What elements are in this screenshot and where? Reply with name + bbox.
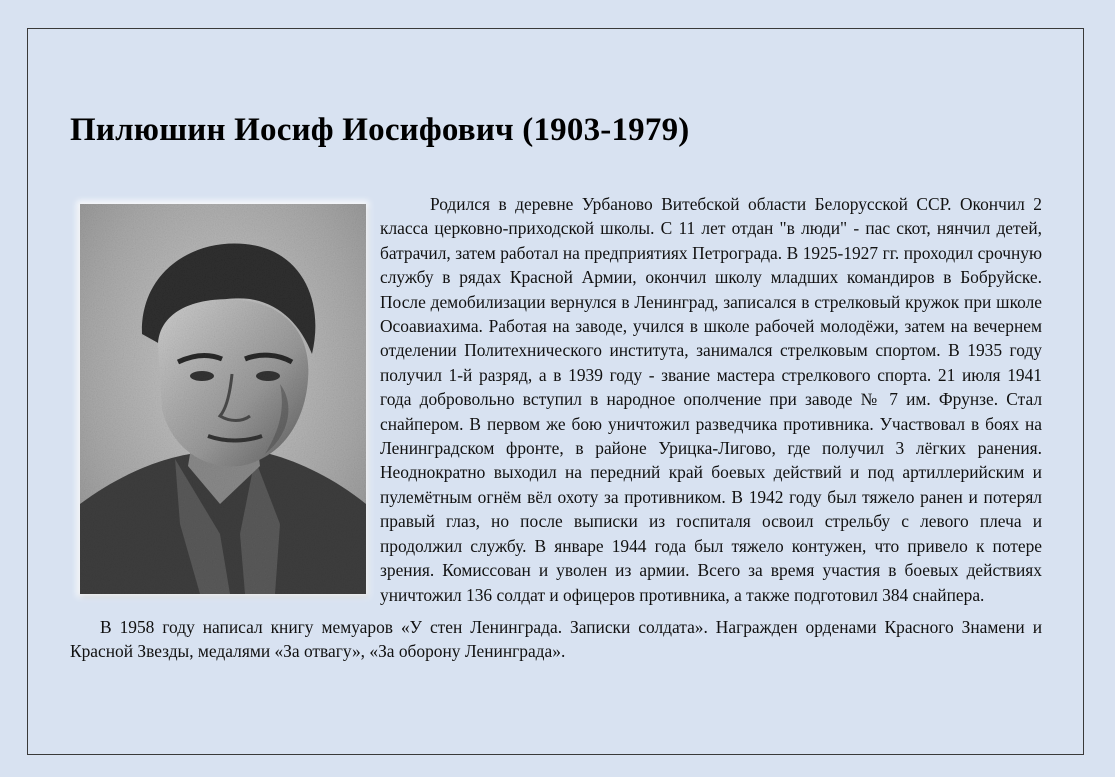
memoirs-paragraph: В 1958 году написал книгу мемуаров «У стен Ленинграда. Записки солдата». Награжден орденами Красного Знамени и Красной Звезды, медалями «За отвагу», «За оборону Ленинграда». xyxy=(70,616,1042,662)
portrait-photo xyxy=(80,204,366,594)
page-title: Пилюшин Иосиф Иосифович (1903-1979) xyxy=(70,112,690,148)
biography-paragraph: Родился в деревне Урбаново Витебской области Белорусской ССР. Окончил 2 класса церковно-приходской школы. С 11 лет отдан "в люди" - пас скот, нянчил детей, батрачил, затем работал на предприятиях Петрограда. В 1925-1927 гг. проходил срочную службу в рядах Красной Армии, окончил школу младших командиров в Бобруйске. После демобилизации вернулся в Ленинград, записался в стрелковый кружок при школе Осоавиахима. Работая на заводе, учился в школе рабочей молодёжи, затем на вечернем отделении Политехнического института, занимался стрелковым спортом. В 1935 году получил 1-й разряд, а в 1939 году - звание мастера стрелкового спорта. 21 июля 1941 года добровольно вступил в народное ополчение при заводе № 7 им. Фрунзе. Стал снайпером. В первом же бою уничтожил разведчика противника. Участвовал в боях на Ленинградском фронте, в районе Урицка-Лигово, где получил 3 лёгких ранения. Неоднократно выходил на передний край боевых действий и под артиллерийским и пулемётным огнём вёл охоту за противником. В 1942 году был тяжело ранен и потерял правый глаз, но после выписки из госпиталя освоил стрельбу с левого плеча и продолжил службу. В январе 1944 года был тяжело контужен, что привело к потере зрения. Комиссован и уволен из армии. Всего за время участия в боевых действиях уничтожил 136 солдат и офицеров противника, а также подготовил 384 снайпера. xyxy=(380,194,1042,605)
biography-text xyxy=(70,192,1042,664)
portrait-photo-icon xyxy=(80,204,366,594)
